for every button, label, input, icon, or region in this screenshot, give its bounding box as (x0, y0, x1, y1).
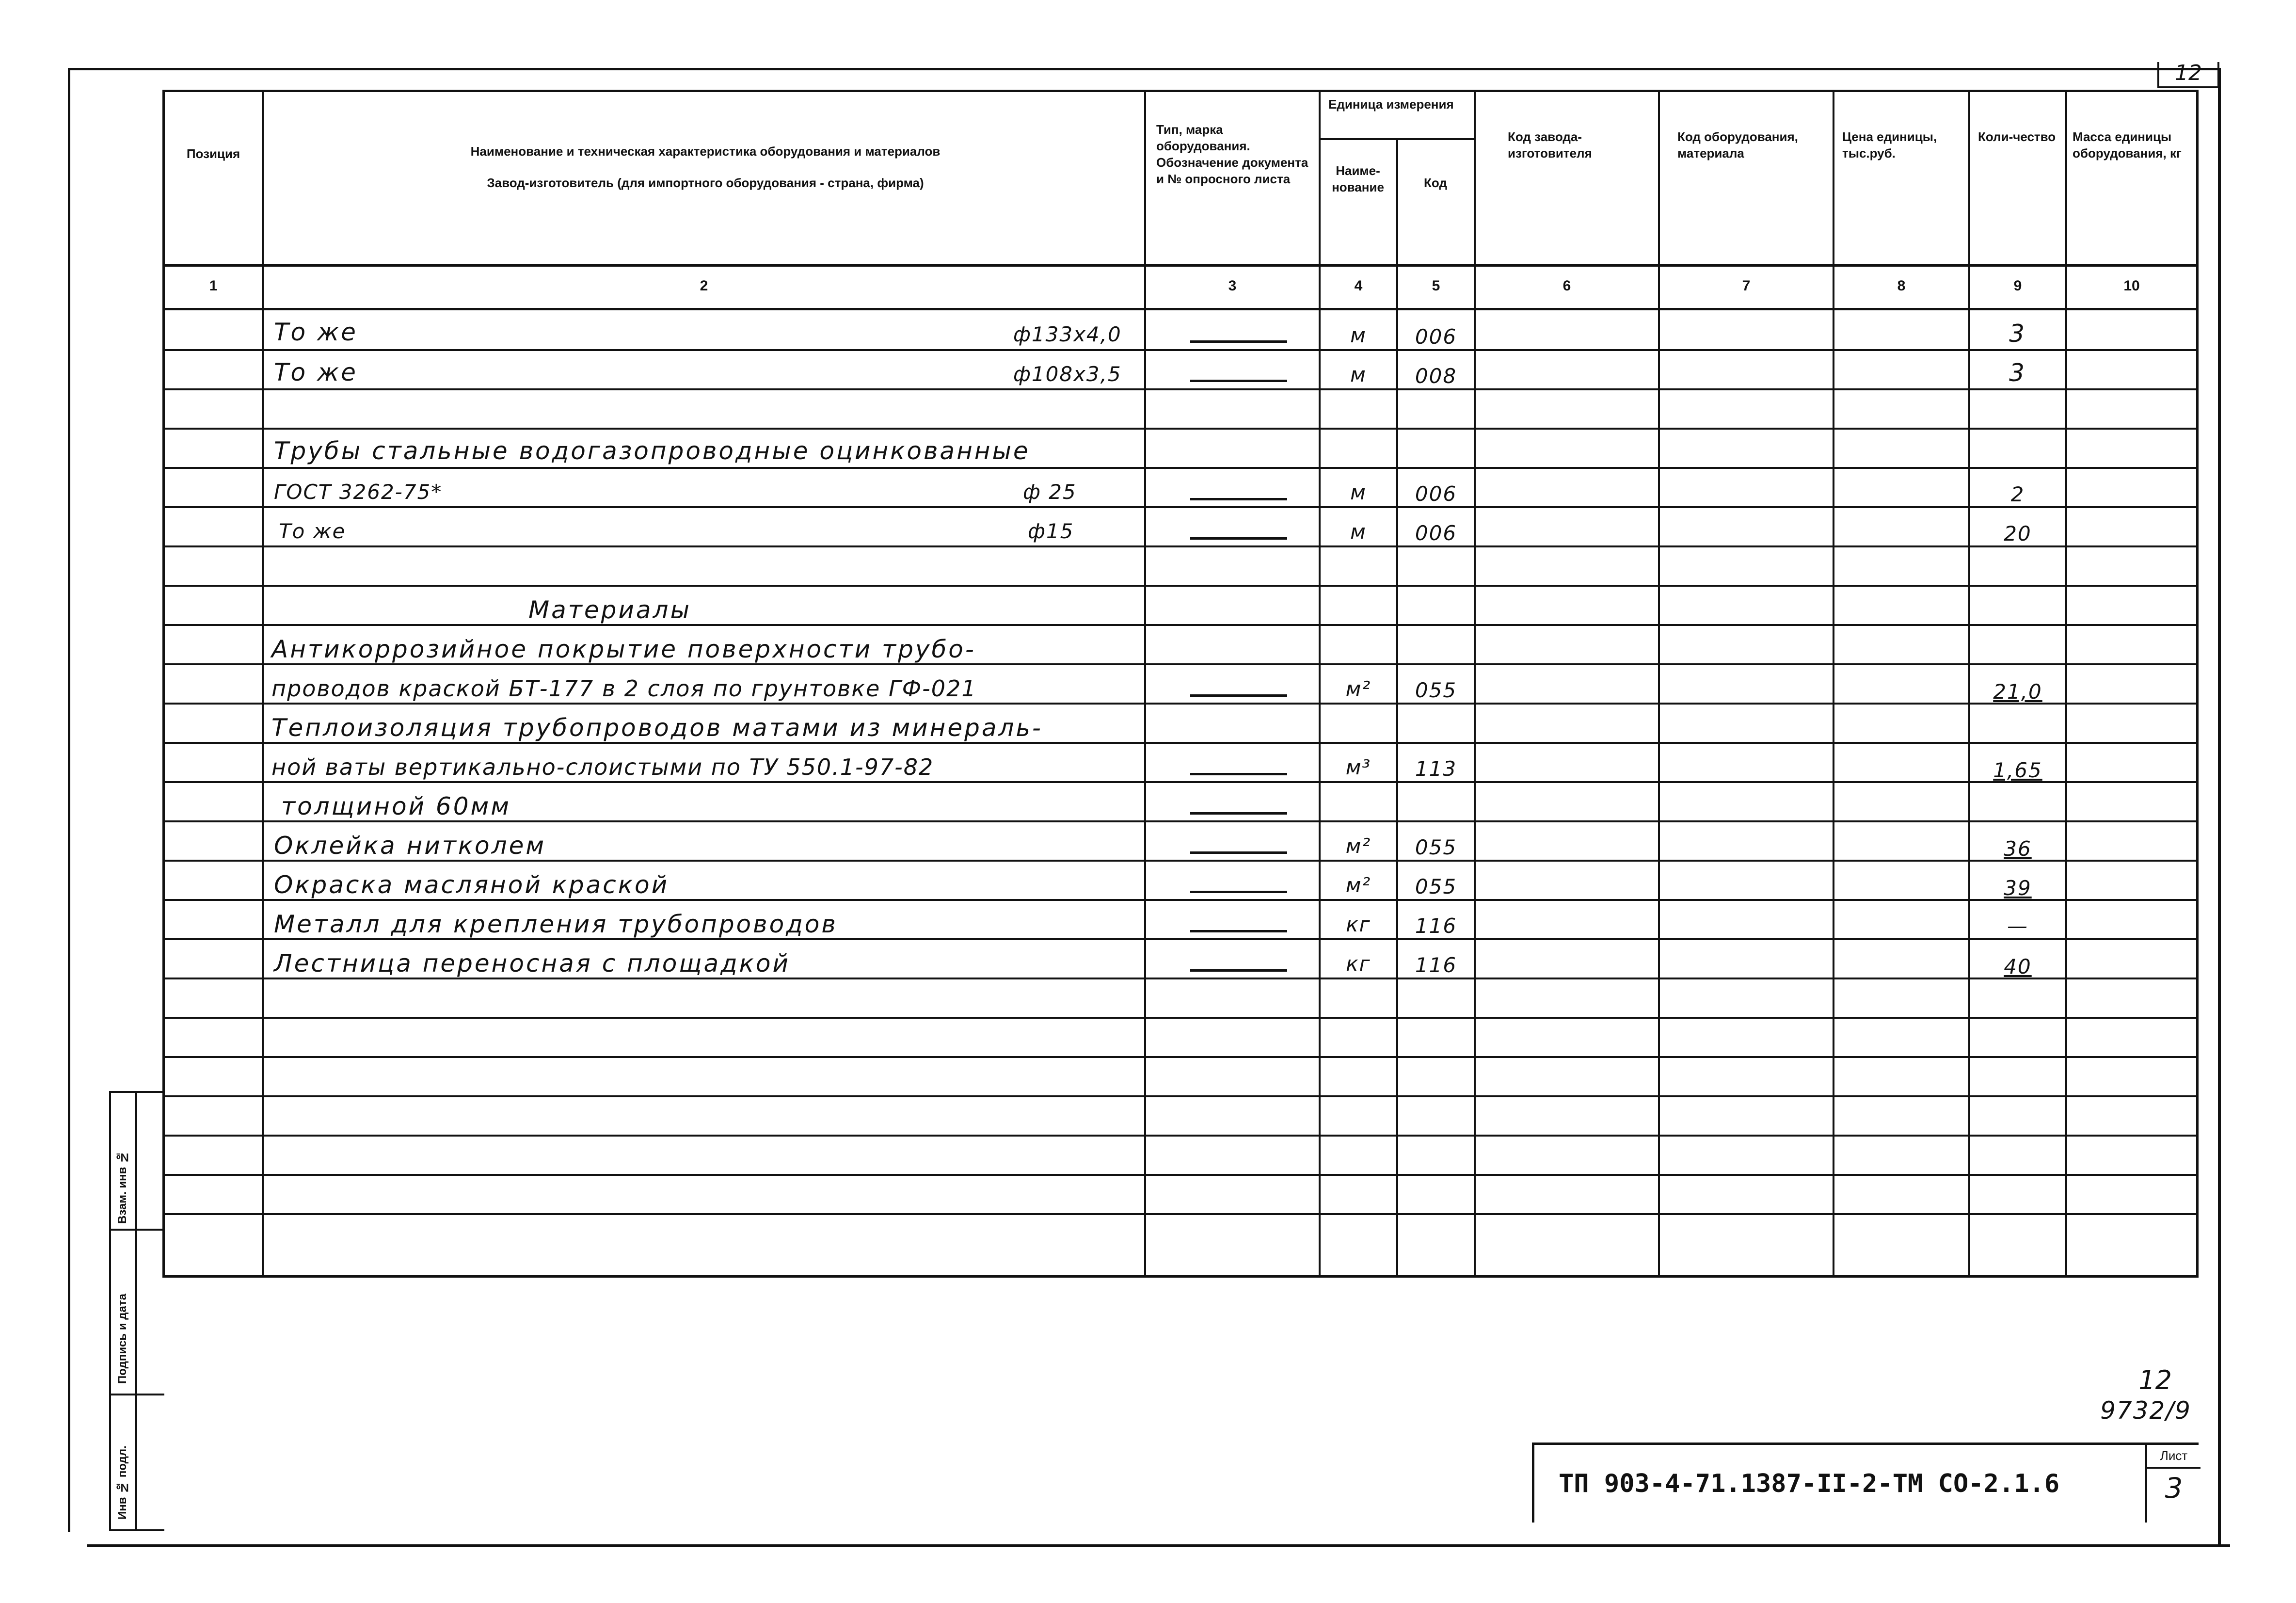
side-stamp-row-line (111, 1229, 164, 1231)
type-dash (1190, 340, 1287, 343)
unit-group-divider (1320, 138, 1475, 140)
row-line (162, 1056, 2199, 1058)
col-divider-4 (1396, 138, 1398, 1278)
row-11-name: Теплоизоляция трубопроводов матами из минераль- (271, 714, 1043, 742)
row-15-qty: 39 (2004, 876, 2032, 900)
side-label-replacement: Взам. инв № (116, 1150, 129, 1224)
row-6-size: ф15 (1028, 519, 1074, 543)
header-equipment-code: Код оборудования, материала (1677, 129, 1798, 160)
row-17-code: 116 (1415, 953, 1457, 977)
col-divider-5 (1474, 90, 1476, 1278)
row-line (162, 545, 2199, 547)
row-2-qty: 3 (2009, 359, 2026, 387)
row-14-unit: м² (1345, 834, 1371, 858)
header-factory-code: Код завода-изготовителя (1508, 129, 1592, 160)
corner-label: 12 (2175, 61, 2202, 85)
row-5-unit: м (1350, 481, 1367, 504)
frame-top-line (68, 68, 2220, 70)
header-position: Позиция (186, 146, 240, 161)
row-2-size: ф108х3,5 (1013, 362, 1122, 386)
row-line (162, 1017, 2199, 1019)
row-line (162, 506, 2199, 508)
table-top-border (162, 90, 2199, 92)
row-17-unit: кг (1346, 952, 1371, 976)
col-number-4: 4 (1354, 278, 1363, 294)
row-10-code: 055 (1415, 678, 1457, 702)
col-number-1: 1 (209, 278, 218, 294)
sheet-number: 12 (2138, 1365, 2172, 1395)
col-number-3: 3 (1228, 278, 1237, 294)
frame-right-line (2218, 68, 2221, 1546)
row-9-name: Антикоррозийное покрытие поверхности трубо- (271, 635, 976, 663)
col-number-10: 10 (2123, 278, 2140, 294)
row-5-qty: 2 (2010, 482, 2025, 506)
col-divider-2 (1144, 90, 1146, 1278)
frame-left-line (68, 68, 70, 1532)
number-row-bottom-border (162, 308, 2199, 310)
row-12-code: 113 (1415, 757, 1457, 781)
col-number-9: 9 (2013, 278, 2022, 294)
header-mass: Масса единицы оборудования, кг (2073, 129, 2182, 160)
col-number-2: 2 (700, 278, 708, 294)
header-unit-code: Код (1424, 176, 1447, 190)
row-14-code: 055 (1415, 835, 1457, 859)
row-5-code: 006 (1415, 482, 1457, 506)
materials-heading: Материалы (528, 596, 691, 624)
type-dash (1190, 930, 1287, 932)
col-number-7: 7 (1742, 278, 1751, 294)
row-14-qty: 36 (2004, 837, 2032, 861)
col-number-6: 6 (1563, 278, 1571, 294)
page-box (2145, 1445, 2200, 1523)
row-line (162, 349, 2199, 351)
row-4-name: Трубы стальные водогазопроводные оцинкованные (274, 437, 1030, 465)
header-name-line2: Завод-изготовитель (для импортного оборудования - страна, фирма) (487, 176, 924, 190)
row-12-unit: м³ (1345, 755, 1371, 779)
header-quantity: Коли-чество (1978, 129, 2056, 144)
type-dash (1190, 380, 1287, 382)
page-number: 3 (2165, 1472, 2183, 1505)
header-price: Цена единицы, тыс.руб. (1842, 129, 1937, 160)
row-line (162, 1174, 2199, 1176)
row-6-unit: м (1350, 520, 1367, 544)
row-2-code: 008 (1415, 364, 1457, 388)
row-16-name: Металл для крепления трубопроводов (274, 910, 838, 938)
side-stamp-divider (135, 1093, 137, 1529)
row-2-unit: м (1350, 363, 1367, 386)
row-6-code: 006 (1415, 521, 1457, 545)
row-16-qty: — (2007, 914, 2028, 938)
type-dash (1190, 851, 1287, 854)
header-type: Тип, марка оборудования. Обозначение документа и № опросного листа (1156, 122, 1308, 186)
row-17-name: Лестница переносная с площадкой (274, 949, 790, 978)
row-14-name: Оклейка нитколем (274, 832, 546, 860)
row-line (162, 585, 2199, 587)
header-name-line1: Наименование и техническая характеристика оборудования и материалов (470, 144, 941, 159)
table-bottom-border (162, 1275, 2199, 1278)
row-10-name: проводов краской БТ-177 в 2 слоя по грунтовке ГФ-021 (271, 675, 977, 702)
page-label: Лист (2147, 1445, 2200, 1469)
row-1-name: То же (274, 318, 358, 346)
row-1-unit: м (1350, 323, 1367, 347)
row-5-name: ГОСТ 3262-75* (274, 480, 443, 504)
row-16-code: 116 (1415, 914, 1457, 938)
table-right-border (2196, 90, 2199, 1278)
header-unit-group: Единица измерения (1328, 97, 1454, 112)
header-bottom-border (162, 264, 2199, 267)
type-dash (1190, 891, 1287, 893)
col-divider-7 (1833, 90, 1834, 1278)
row-line (162, 388, 2199, 390)
col-divider-1 (262, 90, 264, 1278)
col-divider-6 (1658, 90, 1660, 1278)
col-number-8: 8 (1897, 278, 1906, 294)
row-2-name: То же (274, 358, 358, 386)
row-line (162, 624, 2199, 626)
row-15-unit: м² (1345, 873, 1371, 897)
row-5-size: ф 25 (1023, 480, 1077, 504)
row-1-size: ф133х4,0 (1013, 322, 1122, 346)
row-6-qty: 20 (2004, 522, 2032, 545)
stamp-code: ТП 903-4-71.1387-II-2-ТМ СО-2.1.6 (1559, 1469, 2060, 1498)
row-10-unit: м² (1345, 677, 1371, 701)
row-15-name: Окраска масляной краской (274, 871, 670, 899)
row-12-name: ной ваты вертикально-слоистыми по ТУ 550.1-97-82 (271, 754, 934, 780)
row-12-qty: 1,65 (1993, 758, 2042, 782)
side-label-signature: Подпись и дата (116, 1294, 129, 1384)
col-divider-9 (2065, 90, 2067, 1278)
type-dash (1190, 812, 1287, 815)
row-line (162, 1135, 2199, 1137)
row-13-name: толщиной 60мм (281, 792, 511, 820)
row-line (162, 428, 2199, 430)
side-stamp-row-line (111, 1394, 164, 1395)
row-line (162, 467, 2199, 469)
row-16-unit: кг (1346, 913, 1371, 936)
side-stamp (109, 1091, 164, 1531)
header-unit-name: Наиме-нование (1332, 163, 1384, 194)
type-dash (1190, 498, 1287, 500)
type-dash (1190, 773, 1287, 775)
row-1-code: 006 (1415, 325, 1457, 349)
row-line (162, 1213, 2199, 1215)
corner-label-box (2157, 62, 2219, 88)
col-number-5: 5 (1432, 278, 1440, 294)
row-17-qty: 40 (2004, 955, 2032, 978)
type-dash (1190, 537, 1287, 540)
side-label-inventory: Инв № подл. (116, 1445, 129, 1520)
frame-bottom-line (87, 1544, 2230, 1547)
type-dash (1190, 969, 1287, 972)
row-1-qty: 3 (2009, 320, 2026, 348)
title-block (1532, 1443, 2199, 1523)
type-dash (1190, 694, 1287, 697)
row-15-code: 055 (1415, 875, 1457, 898)
row-line (162, 1095, 2199, 1097)
row-6-name: То же (279, 519, 346, 543)
row-10-qty: 21,0 (1993, 680, 2042, 704)
inventory-number: 9732/9 (2100, 1396, 2191, 1425)
